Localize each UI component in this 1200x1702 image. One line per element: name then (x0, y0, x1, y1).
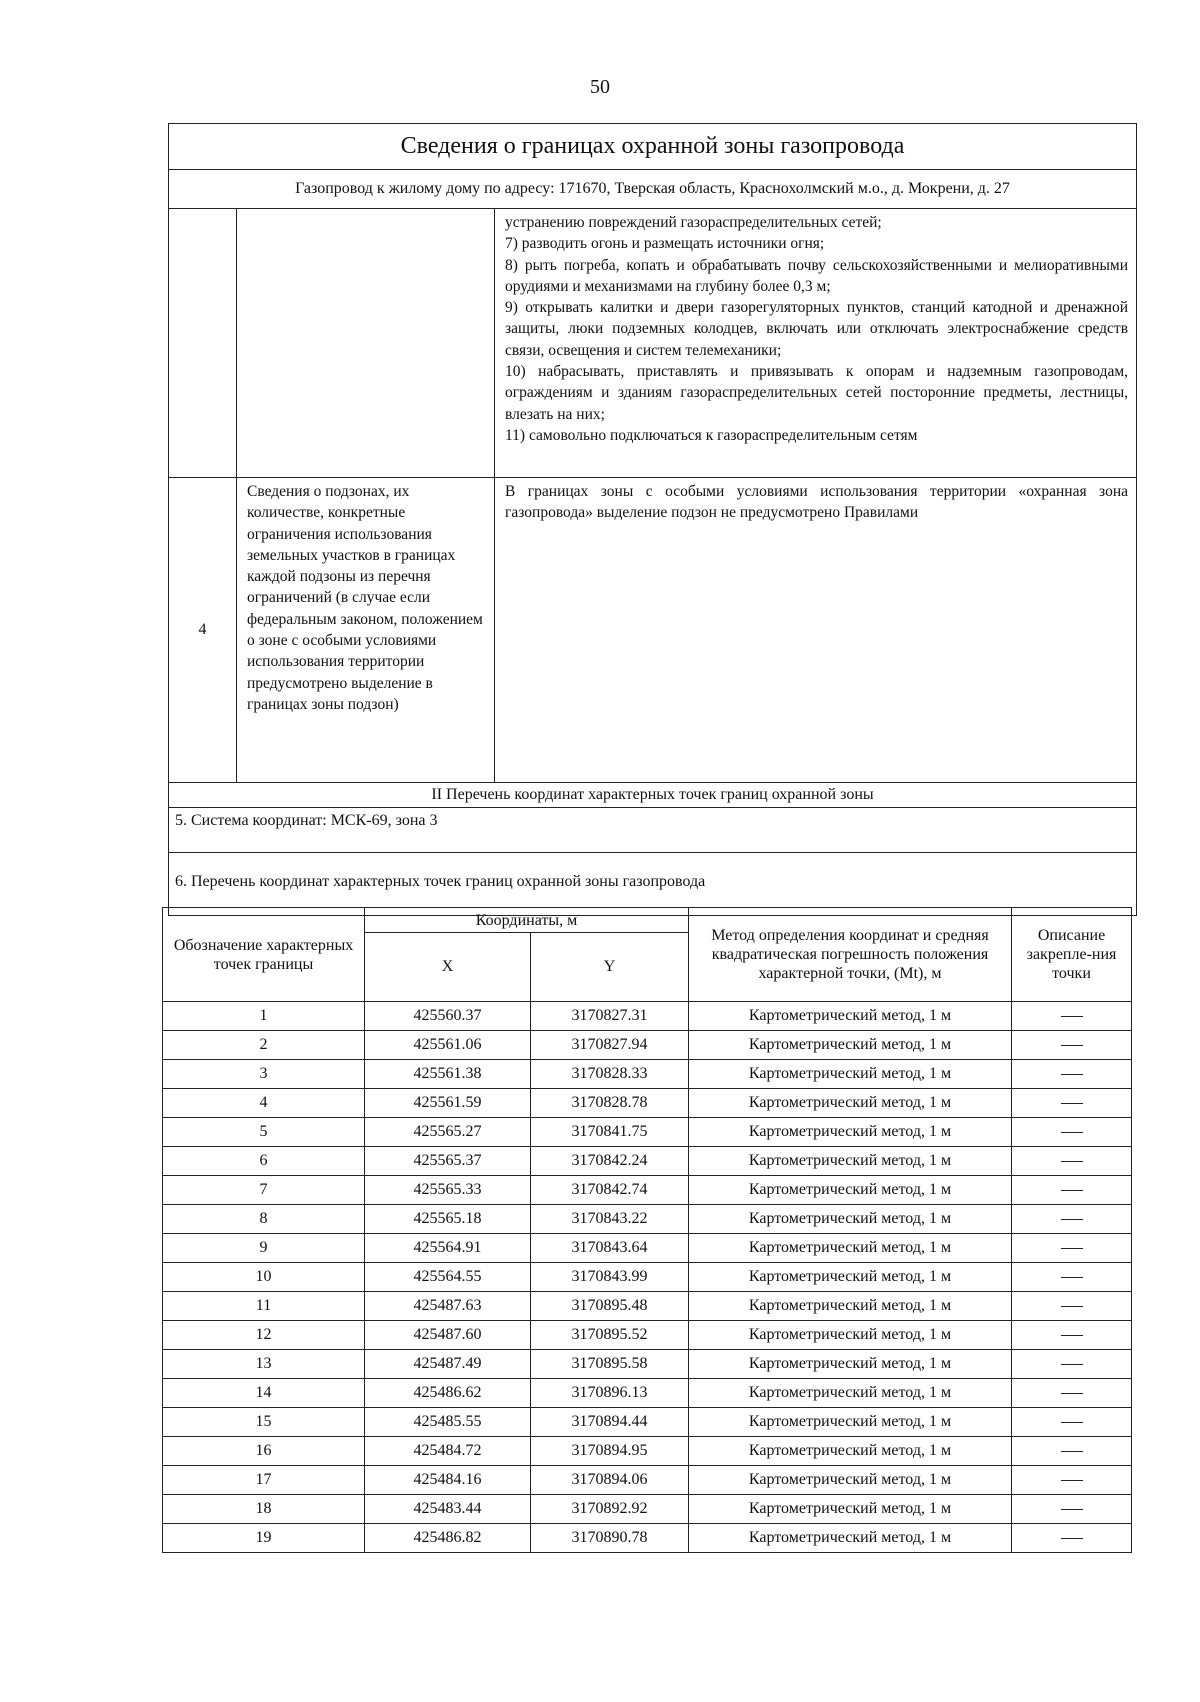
method: Картометрический метод, 1 м (689, 1176, 1012, 1205)
header-x: X (365, 933, 531, 1002)
method: Картометрический метод, 1 м (689, 1263, 1012, 1292)
point-number: 1 (163, 1002, 365, 1031)
method: Картометрический метод, 1 м (689, 1437, 1012, 1466)
table-row (163, 1002, 1132, 1031)
coord-y: 3170841.75 (531, 1118, 689, 1147)
description-empty (1012, 1408, 1132, 1437)
subzones-label: Сведения о подзонах, их количестве, конкретные ограничения использования земельных участков в границах каждой подзоны из перечня ограничений (в случае если федеральным законом, положением о зоне с особыми условиями использования территории предусмотрено выделение в границах зоны подзон) (247, 483, 483, 713)
point-number: 9 (163, 1234, 365, 1263)
point-number: 16 (163, 1437, 365, 1466)
method: Картометрический метод, 1 м (689, 1060, 1012, 1089)
coord-y: 3170828.33 (531, 1060, 689, 1089)
zone-info-table (168, 123, 1137, 916)
dash-icon (1061, 1509, 1083, 1510)
row-label-empty (237, 209, 495, 478)
restriction-item: устранению повреждений газораспределительных сетей; (505, 214, 882, 231)
coord-y: 3170895.58 (531, 1350, 689, 1379)
header-y: Y (531, 933, 689, 1002)
description-empty (1012, 1379, 1132, 1408)
coord-x: 425487.60 (365, 1321, 531, 1350)
description-empty (1012, 1466, 1132, 1495)
page-title: Сведения о границах охранной зоны газопровода (169, 124, 1137, 170)
coord-y: 3170892.92 (531, 1495, 689, 1524)
point-number: 2 (163, 1031, 365, 1060)
table-row (163, 1524, 1132, 1553)
dash-icon (1061, 1306, 1083, 1307)
coord-x: 425565.27 (365, 1118, 531, 1147)
point-number: 8 (163, 1205, 365, 1234)
coord-system: 5. Система координат: МСК-69, зона 3 (169, 808, 1137, 853)
subzones-value-cell (495, 478, 1137, 783)
description-empty (1012, 1176, 1132, 1205)
table-row (163, 1089, 1132, 1118)
coord-x: 425561.38 (365, 1060, 531, 1089)
restriction-item: 7) разводить огонь и размещать источники огня; (505, 235, 825, 253)
description-empty (1012, 1263, 1132, 1292)
method: Картометрический метод, 1 м (689, 1031, 1012, 1060)
point-number: 10 (163, 1263, 365, 1292)
point-number: 6 (163, 1147, 365, 1176)
point-number: 11 (163, 1292, 365, 1321)
description-empty (1012, 1089, 1132, 1118)
row-number: 4 (169, 478, 237, 783)
method: Картометрический метод, 1 м (689, 1321, 1012, 1350)
table-row (163, 1118, 1132, 1147)
point-number: 19 (163, 1524, 365, 1553)
method: Картометрический метод, 1 м (689, 1002, 1012, 1031)
coord-x: 425484.16 (365, 1466, 531, 1495)
header-point: Обозначение характерных точек границы (163, 908, 365, 1002)
coord-x: 425486.82 (365, 1524, 531, 1553)
coord-x: 425487.49 (365, 1350, 531, 1379)
dash-icon (1061, 1161, 1083, 1162)
description-empty (1012, 1118, 1132, 1147)
table-row (163, 1292, 1132, 1321)
method: Картометрический метод, 1 м (689, 1524, 1012, 1553)
coord-x: 425565.33 (365, 1176, 531, 1205)
description-empty (1012, 1495, 1132, 1524)
coord-x: 425485.55 (365, 1408, 531, 1437)
method: Картометрический метод, 1 м (689, 1379, 1012, 1408)
dash-icon (1061, 1538, 1083, 1539)
subzones-value: В границах зоны с особыми условиями использования территории «охранная зона газопровода» выделение подзон не предусмотрено Правилами (505, 483, 1129, 522)
dash-icon (1061, 1103, 1083, 1104)
coord-y: 3170843.64 (531, 1234, 689, 1263)
point-number: 15 (163, 1408, 365, 1437)
method: Картометрический метод, 1 м (689, 1292, 1012, 1321)
dash-icon (1061, 1016, 1083, 1017)
dash-icon (1061, 1074, 1083, 1075)
coord-x: 425561.06 (365, 1031, 531, 1060)
description-empty (1012, 1002, 1132, 1031)
point-number: 17 (163, 1466, 365, 1495)
description-empty (1012, 1350, 1132, 1379)
method: Картометрический метод, 1 м (689, 1495, 1012, 1524)
dash-icon (1061, 1480, 1083, 1481)
restriction-item: 11) самовольно подключаться к газораспределительным сетям (505, 426, 918, 444)
coord-y: 3170827.94 (531, 1031, 689, 1060)
header-coords: Координаты, м (365, 908, 689, 933)
description-empty (1012, 1524, 1132, 1553)
object-address: Газопровод к жилому дому по адресу: 171670, Тверская область, Краснохолмский м.о., д. Мокрени, д. 27 (169, 170, 1137, 209)
point-number: 12 (163, 1321, 365, 1350)
coord-x: 425565.18 (365, 1205, 531, 1234)
point-number: 18 (163, 1495, 365, 1524)
method: Картометрический метод, 1 м (689, 1147, 1012, 1176)
description-empty (1012, 1147, 1132, 1176)
coord-x: 425564.91 (365, 1234, 531, 1263)
dash-icon (1061, 1248, 1083, 1249)
table-row (163, 1408, 1132, 1437)
table-row (163, 1466, 1132, 1495)
dash-icon (1061, 1219, 1083, 1220)
table-row (163, 1205, 1132, 1234)
description-empty (1012, 1060, 1132, 1089)
restriction-item: 8) рыть погреба, копать и обрабатывать почву сельскохозяйственными и мелиоративными орудиями и механизмами на глубину более 0,3 м; (505, 256, 1129, 295)
coord-x: 425486.62 (365, 1379, 531, 1408)
table-row (163, 1437, 1132, 1466)
restrictions-cell (495, 209, 1137, 478)
method: Картометрический метод, 1 м (689, 1350, 1012, 1379)
restriction-item: 9) открывать калитки и двери газорегуляторных пунктов, станций катодной и дренажной защиты, люки подземных колодцев, включать или отключать электроснабжение средств связи, освещения и систем телемеханики; (505, 299, 1129, 359)
coord-y: 3170842.74 (531, 1176, 689, 1205)
coord-y: 3170843.99 (531, 1263, 689, 1292)
coord-y: 3170894.06 (531, 1466, 689, 1495)
coord-x: 425565.37 (365, 1147, 531, 1176)
coord-y: 3170896.13 (531, 1379, 689, 1408)
point-number: 4 (163, 1089, 365, 1118)
coord-y: 3170828.78 (531, 1089, 689, 1118)
page-number: 50 (590, 76, 610, 98)
point-number: 13 (163, 1350, 365, 1379)
coord-x: 425560.37 (365, 1002, 531, 1031)
method: Картометрический метод, 1 м (689, 1466, 1012, 1495)
dash-icon (1061, 1190, 1083, 1191)
subzones-label-cell (237, 478, 495, 783)
method: Картометрический метод, 1 м (689, 1205, 1012, 1234)
dash-icon (1061, 1335, 1083, 1336)
coord-y: 3170842.24 (531, 1147, 689, 1176)
table-row (163, 1495, 1132, 1524)
table-row (163, 1060, 1132, 1089)
dash-icon (1061, 1045, 1083, 1046)
table-row (163, 1350, 1132, 1379)
dash-icon (1061, 1132, 1083, 1133)
point-number: 14 (163, 1379, 365, 1408)
coord-y: 3170894.44 (531, 1408, 689, 1437)
description-empty (1012, 1437, 1132, 1466)
coord-x: 425487.63 (365, 1292, 531, 1321)
table-row (163, 1147, 1132, 1176)
coord-y: 3170894.95 (531, 1437, 689, 1466)
coord-list-title: 6. Перечень координат характерных точек границ охранной зоны газопровода (169, 853, 1137, 916)
coord-y: 3170895.48 (531, 1292, 689, 1321)
coord-x: 425561.59 (365, 1089, 531, 1118)
method: Картометрический метод, 1 м (689, 1234, 1012, 1263)
table-row (163, 1031, 1132, 1060)
header-method: Метод определения координат и средняя квадратическая погрешность положения характерной точки, (Mt), м (689, 908, 1012, 1002)
description-empty (1012, 1292, 1132, 1321)
description-empty (1012, 1234, 1132, 1263)
dash-icon (1061, 1451, 1083, 1452)
coord-y: 3170843.22 (531, 1205, 689, 1234)
table-row (163, 1263, 1132, 1292)
method: Картометрический метод, 1 м (689, 1118, 1012, 1147)
coord-x: 425483.44 (365, 1495, 531, 1524)
dash-icon (1061, 1393, 1083, 1394)
table-row (163, 1176, 1132, 1205)
coordinates-table (162, 907, 1132, 1553)
section-title: II Перечень координат характерных точек границ охранной зоны (169, 783, 1137, 808)
coord-x: 425484.72 (365, 1437, 531, 1466)
dash-icon (1061, 1364, 1083, 1365)
table-row (163, 1234, 1132, 1263)
method: Картометрический метод, 1 м (689, 1089, 1012, 1118)
coord-y: 3170890.78 (531, 1524, 689, 1553)
description-empty (1012, 1205, 1132, 1234)
description-empty (1012, 1031, 1132, 1060)
restriction-item: 10) набрасывать, приставлять и привязывать к опорам и надземным газопроводам, ограждениям и зданиям газораспределительных сетей посторонние предметы, лестницы, влезать на них; (505, 363, 1129, 423)
coord-y: 3170895.52 (531, 1321, 689, 1350)
table-row (163, 1379, 1132, 1408)
point-number: 7 (163, 1176, 365, 1205)
method: Картометрический метод, 1 м (689, 1408, 1012, 1437)
point-number: 5 (163, 1118, 365, 1147)
table-row (163, 1321, 1132, 1350)
header-description: Описание закрепле-ния точки (1012, 908, 1132, 1002)
coord-y: 3170827.31 (531, 1002, 689, 1031)
coord-x: 425564.55 (365, 1263, 531, 1292)
point-number: 3 (163, 1060, 365, 1089)
description-empty (1012, 1321, 1132, 1350)
dash-icon (1061, 1422, 1083, 1423)
row-number-empty (169, 209, 237, 478)
dash-icon (1061, 1277, 1083, 1278)
